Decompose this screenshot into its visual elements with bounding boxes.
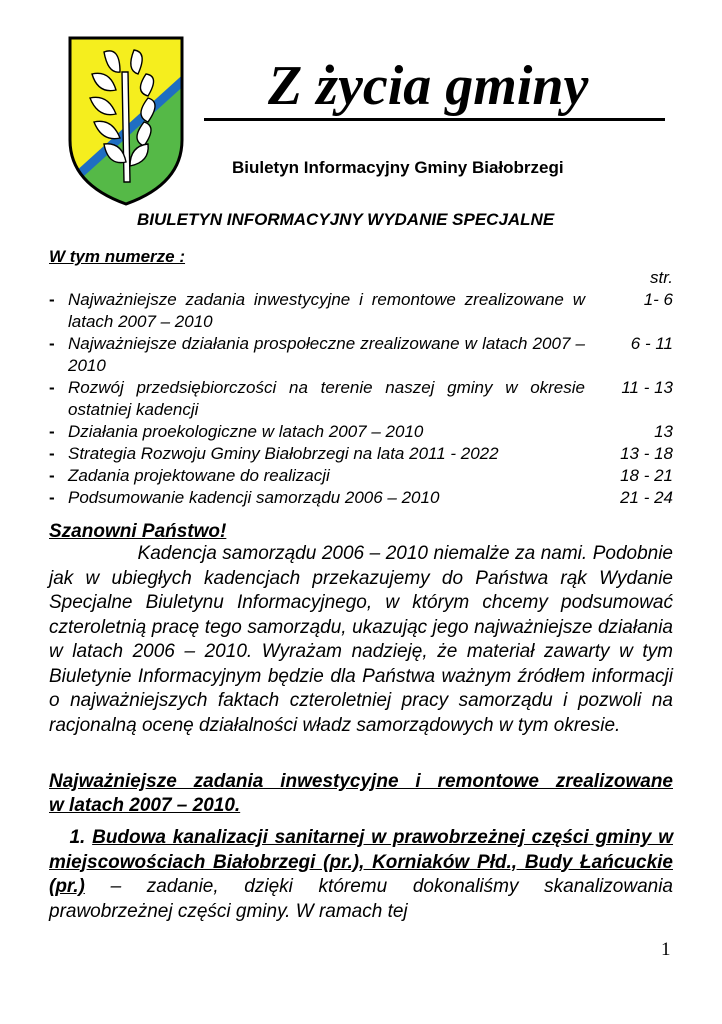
toc-item[interactable] (49, 487, 673, 509)
bulletin-subtitle: Biuletyn Informacyjny Gminy Białobrzegi (232, 158, 564, 177)
toc-bullet: - (49, 378, 55, 397)
toc-item-text: Najważniejsze zadania inwestycyjne i remontowe zrealizowane w latach 2007 – 2010 (68, 290, 585, 331)
toc-item-text: Zadania projektowane do realizacji (68, 466, 330, 485)
toc-heading: W tym numerze : (49, 247, 186, 266)
toc-bullet: - (49, 444, 55, 463)
letter-body (49, 542, 673, 738)
toc-page-column-label: str. (650, 268, 673, 287)
letter-indent (49, 543, 138, 564)
item-title: Budowa kanalizacji sanitarnej w prawobrzeżnej części gminy w miejscowościach Białobrzegi (pr.), Korniaków Płd., Budy Łańcuckie (pr.) (49, 827, 673, 897)
toc-item[interactable] (49, 289, 673, 333)
toc-item[interactable] (49, 443, 673, 465)
toc-item-pages: 1- 6 (643, 290, 673, 309)
title-underline-rule (204, 118, 665, 121)
edition-title: BIULETYN INFORMACYJNY WYDANIE SPECJALNE (137, 210, 555, 229)
toc-bullet: - (49, 488, 55, 507)
toc-item-text: Działania proekologiczne w latach 2007 – 2010 (68, 422, 424, 441)
toc-item-text: Rozwój przedsiębiorczości na terenie naszej gminy w okresie ostatniej kadencji (68, 378, 585, 419)
toc-item-pages: 13 (654, 422, 673, 441)
toc-item-text: Podsumowanie kadencji samorządu 2006 – 2010 (68, 488, 440, 507)
page-number: 1 (661, 939, 671, 960)
section-item-1 (49, 826, 673, 924)
section-heading-continued: w latach 2007 – 2010. (49, 795, 241, 816)
letter-text: Kadencja samorządu 2006 – 2010 niemalże za nami. Podobnie jak w ubiegłych kadencjach przekazujemy do Państwa rąk Wydanie Specjalne Biuletynu Informacyjnego, w którym chcemy podsumować czteroletnią pracę tego samorządu, ukazując jego najważniejsze działania w latach 2006 – 2010. Wyrażam nadzieję, że materiał zawarty w tym Biuletynie Informacyjnym będzie dla Państwa ważnym źródłem informacji o najważniejszych faktach czteroletniej pracy samorządu i pozwoli na racjonalną ocenę działalności władz samorządowych w tym okresie. (49, 543, 673, 736)
section-heading: Najważniejsze zadania inwestycyjne i remontowe zrealizowane (49, 771, 673, 792)
toc-bullet: - (49, 466, 55, 485)
toc-item[interactable] (49, 377, 673, 421)
toc-item[interactable] (49, 465, 673, 487)
toc-item-text: Strategia Rozwoju Gminy Białobrzegi na lata 2011 - 2022 (68, 444, 499, 463)
table-of-contents (49, 289, 673, 509)
item-number: 1. (69, 827, 86, 848)
toc-bullet: - (49, 334, 55, 353)
toc-item-pages: 11 - 13 (621, 378, 673, 397)
toc-item[interactable] (49, 421, 673, 443)
toc-item-pages: 18 - 21 (620, 466, 673, 485)
toc-item-text: Najważniejsze działania prospołeczne zrealizowane w latach 2007 – 2010 (68, 334, 585, 375)
item-text: – zadanie, dzięki któremu dokonaliśmy skanalizowania prawobrzeżnej części gminy. W ramach tej (49, 876, 673, 922)
bulletin-title: Z życia gminy (268, 55, 589, 117)
toc-bullet: - (49, 422, 55, 441)
item-indent (49, 827, 69, 848)
toc-item-pages: 13 - 18 (620, 444, 673, 463)
toc-item-pages: 21 - 24 (620, 488, 673, 507)
toc-item-pages: 6 - 11 (630, 334, 673, 353)
municipality-crest-logo (64, 32, 188, 208)
toc-item[interactable] (49, 333, 673, 377)
letter-greeting: Szanowni Państwo! (49, 521, 227, 542)
toc-bullet: - (49, 290, 55, 309)
